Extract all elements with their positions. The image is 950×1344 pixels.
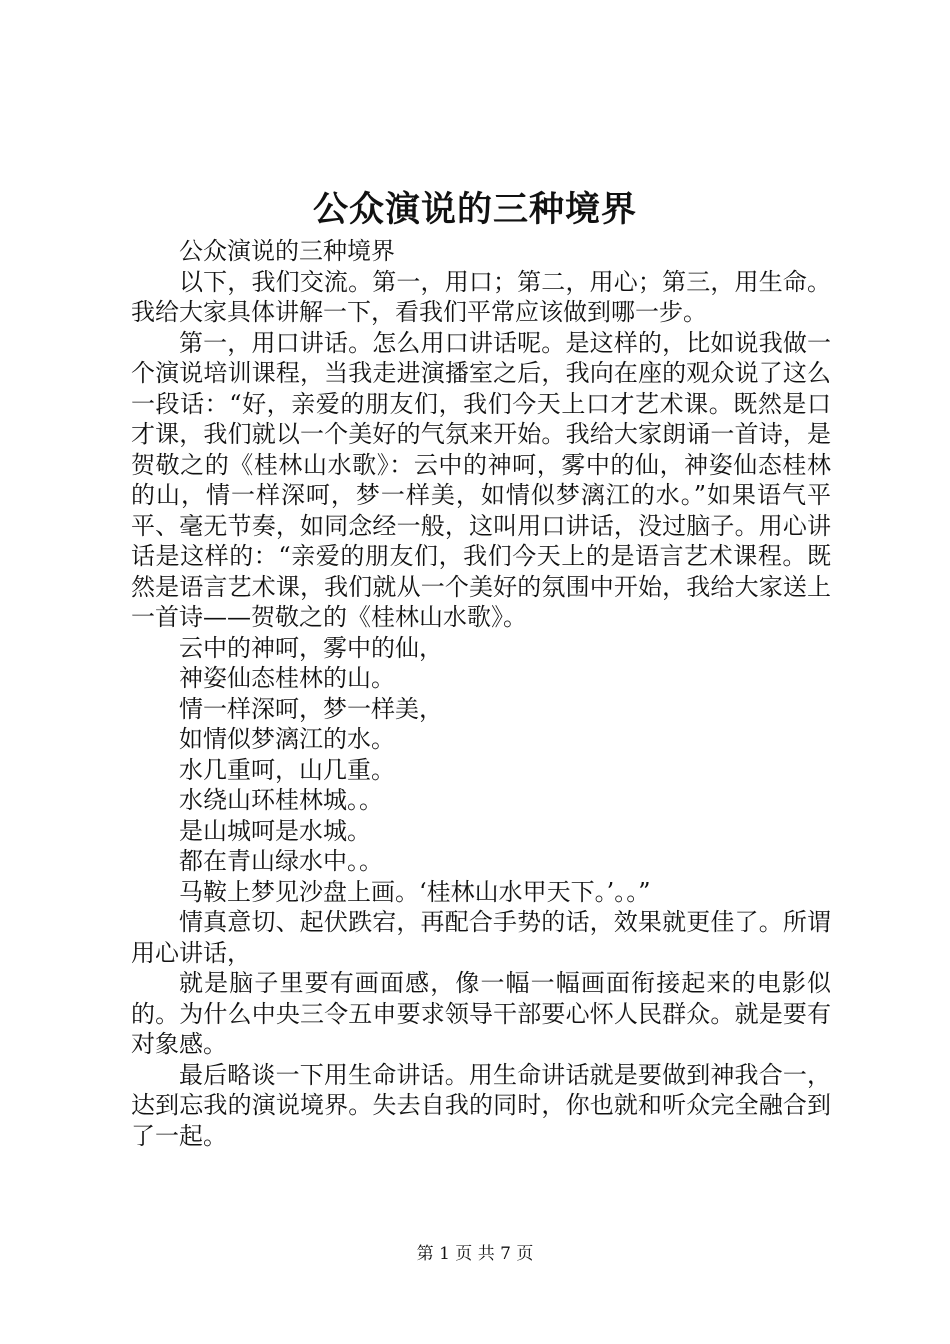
page-title: 公众演说的三种境界: [312, 189, 637, 230]
paragraph: 最后略谈一下用生命讲话。用生命讲话就是要做到神我合一，达到忘我的演说境界。失去自我的同时，你也就和听众完全融合到了一起。: [131, 1060, 831, 1150]
paragraph: 公众演说的三种境界: [179, 237, 395, 265]
page-footer: 第 1 页 共 7 页: [416, 1244, 534, 1264]
paragraph: 情真意切、起伏跌宕，再配合手势的话，效果就更佳了。所谓用心讲话，: [131, 908, 831, 967]
poem-line: 水几重呵，山几重。: [179, 755, 395, 784]
poem-line: 马鞍上梦见沙盘上画。‘桂林山水甲天下。’。。”: [179, 877, 651, 906]
poem-line: 是山城呵是水城。: [179, 816, 371, 845]
paragraph: 第一，用口讲话。怎么用口讲话呢。是这样的，比如说我做一个演说培训课程，当我走进演播室之后，我向在座的观众说了这么一段话：“好，亲爱的朋友们，我们今天上口才艺术课。既然是口才课，我们就以一个美好的气氛来开始。我给大家朗诵一首诗，是贺敬之的《桂林山水歌》：云中的神呵，雾中的仙，神姿仙态桂林的山，情一样深呵，梦一样美，如情似梦漓江的水。”如果语气平平、毫无节奏，如同念经一般，这叫用口讲话，没过脑子。用心讲话是这样的：“亲爱的朋友们，我们今天上的是语言艺术课程。既然是语言艺术课，我们就从一个美好的氛围中开始，我给大家送上一首诗——贺敬之的《桂林山水歌》。: [131, 328, 831, 631]
poem-line: 神姿仙态桂林的山。: [179, 664, 395, 692]
poem-line: 如情似梦漓江的水。: [179, 725, 395, 753]
document-body: [131, 236, 831, 1151]
paragraph: 以下，我们交流。第一，用口；第二，用心；第三，用生命。我给大家具体讲解一下，看我们平常应该做到哪一步。: [131, 267, 831, 326]
poem-line: 情一样深呵，梦一样美，: [179, 694, 443, 723]
poem-line: 水绕山环桂林城。。: [179, 786, 383, 814]
paragraph: 就是脑子里要有画面感，像一幅一幅画面衔接起来的电影似的。为什么中央三令五申要求领导干部要心怀人民群众。就是要有对象感。: [131, 969, 831, 1058]
poem-line: 云中的神呵，雾中的仙，: [179, 633, 443, 662]
poem-line: 都在青山绿水中。。: [179, 847, 383, 875]
